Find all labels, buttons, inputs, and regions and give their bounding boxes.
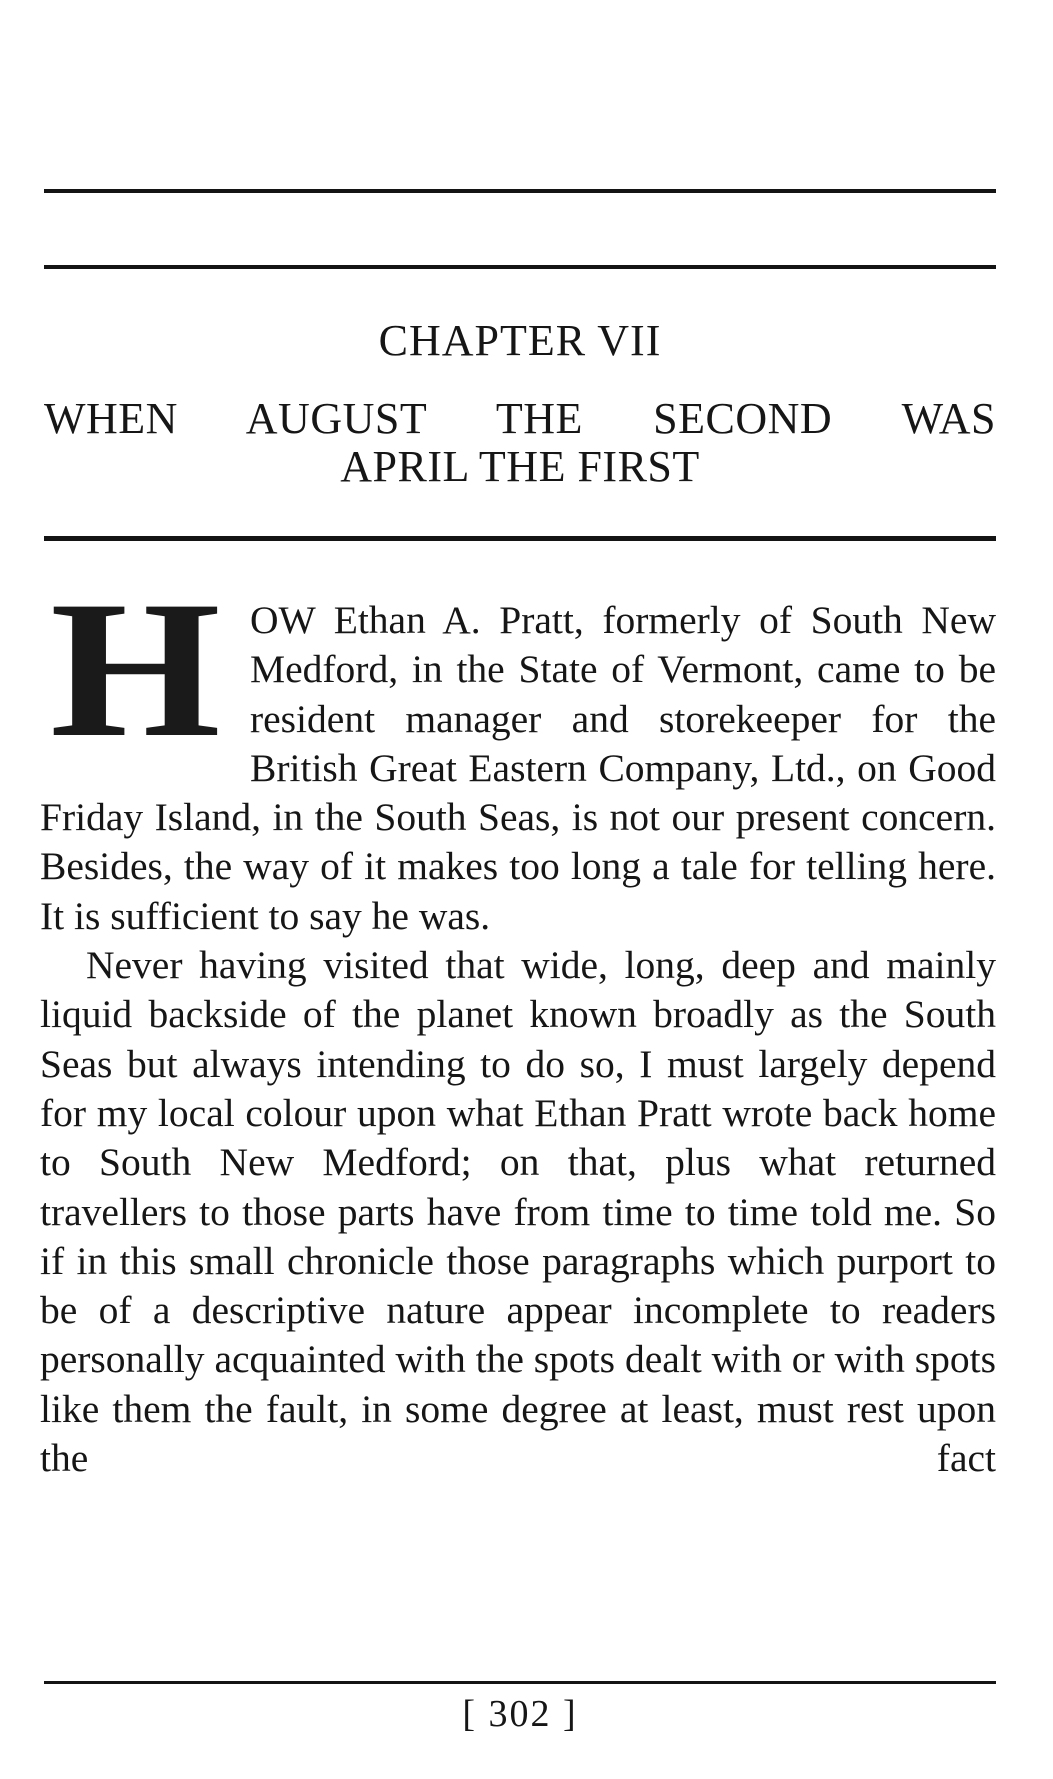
top-rule bbox=[44, 189, 996, 193]
chapter-title bbox=[44, 395, 996, 491]
second-rule bbox=[44, 265, 996, 269]
body-text bbox=[40, 596, 996, 1483]
chapter-number: CHAPTER VII bbox=[378, 316, 662, 365]
footer-rule bbox=[44, 1681, 996, 1684]
drop-cap: H bbox=[50, 561, 221, 778]
chapter-title-line-2: APRIL THE FIRST bbox=[340, 442, 700, 491]
page-number: [ 302 ] bbox=[462, 1693, 578, 1735]
paragraph-1: OW Ethan A. Pratt, formerly of South New Medford, in the State of Vermont, came to be resident manager and storekeeper for the British Great Eastern Company, Ltd., on Good Friday Island, in the South Seas, is not our present concern. Besides, the way of it makes too long a tale for telling here. It is sufficient to say he was. bbox=[40, 598, 996, 938]
paragraph-2: Never having visited that wide, long, deep and mainly liquid backside of the planet known broadly as the South Seas but always intending to do so, I must largely depend for my local colour upon what Ethan Pratt wrote back home to South New Medford; on that, plus what returned travellers to those parts have from time to time told me. So if in this small chronicle those paragraphs which purport to be of a descriptive nature appear incomplete to readers personally acquainted with the spots dealt with or with spots like them the fault, in some degree at least, must rest upon the fact bbox=[40, 943, 996, 1481]
title-rule bbox=[44, 536, 996, 541]
chapter-title-line-1: WHEN AUGUST THE SECOND WAS bbox=[44, 394, 996, 443]
